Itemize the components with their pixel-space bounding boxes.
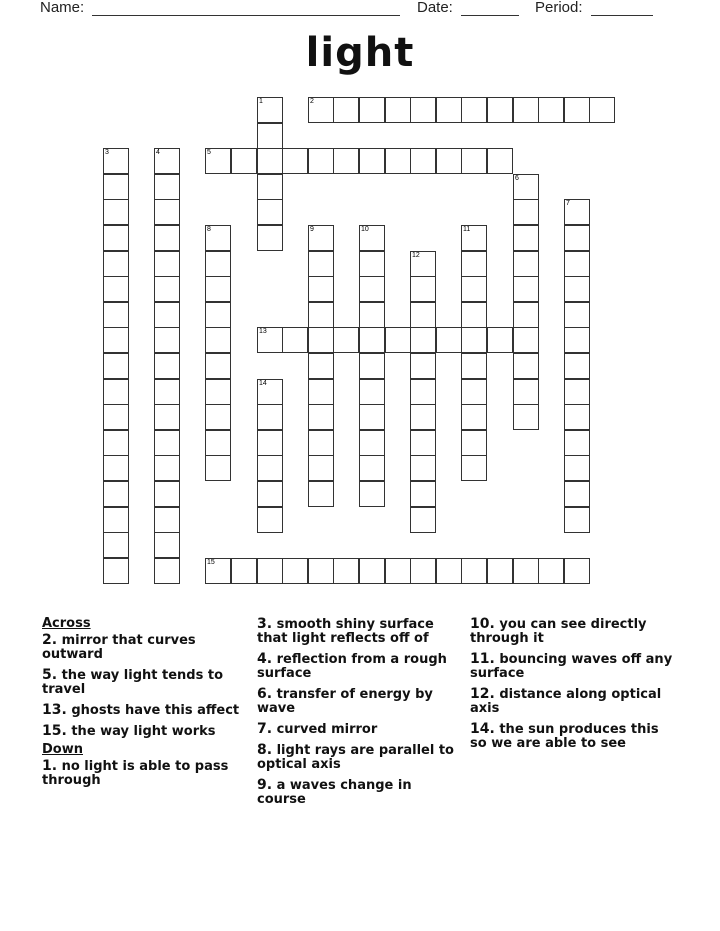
clue-item	[42, 703, 247, 718]
clue-item	[42, 633, 247, 662]
clue-number-label: 4	[156, 149, 160, 156]
grid-cell[interactable]	[103, 455, 129, 481]
grid-cell[interactable]	[103, 558, 129, 584]
clue-text: mirror that curves outward	[42, 633, 196, 662]
grid-cell[interactable]	[308, 404, 334, 430]
period-field	[535, 0, 653, 16]
grid-cell[interactable]	[154, 148, 180, 174]
grid-cell[interactable]	[257, 404, 283, 430]
clues-column-2	[257, 617, 457, 813]
grid-cell[interactable]	[410, 430, 436, 456]
grid-cell[interactable]	[333, 148, 359, 174]
grid-cell[interactable]	[461, 276, 487, 302]
clue-item	[42, 668, 247, 697]
grid-cell[interactable]	[103, 379, 129, 405]
grid-cell[interactable]	[564, 430, 590, 456]
grid-cell[interactable]	[436, 97, 462, 123]
grid-cell[interactable]	[205, 225, 231, 251]
grid-cell[interactable]	[538, 97, 564, 123]
grid-cell[interactable]	[436, 327, 462, 353]
clue-number-label: 14	[259, 380, 267, 387]
grid-cell[interactable]	[308, 379, 334, 405]
grid-cell[interactable]	[513, 174, 539, 200]
grid-cell[interactable]	[589, 97, 615, 123]
clue-number: 1.	[42, 758, 58, 774]
clue-item	[257, 652, 457, 681]
grid-cell[interactable]	[410, 148, 436, 174]
grid-cell[interactable]	[257, 123, 283, 149]
clue-number-label: 9	[310, 226, 314, 233]
grid-cell[interactable]	[282, 327, 308, 353]
clue-number: 13.	[42, 702, 67, 718]
grid-cell[interactable]	[308, 276, 334, 302]
grid-cell[interactable]	[359, 302, 385, 328]
grid-cell[interactable]	[205, 455, 231, 481]
grid-cell[interactable]	[564, 302, 590, 328]
grid-cell[interactable]	[257, 481, 283, 507]
clue-text: ghosts have this affect	[71, 703, 240, 718]
grid-cell[interactable]	[564, 225, 590, 251]
grid-cell[interactable]	[308, 353, 334, 379]
clue-text: reflection from a rough surface	[257, 652, 447, 681]
clue-text: curved mirror	[276, 722, 378, 737]
grid-cell[interactable]	[564, 455, 590, 481]
clue-text: smooth shiny surface that light reflects off of	[257, 617, 434, 646]
clue-number-label: 2	[310, 98, 314, 105]
grid-cell[interactable]	[359, 379, 385, 405]
grid-cell[interactable]	[205, 302, 231, 328]
grid-cell[interactable]	[205, 430, 231, 456]
grid-cell[interactable]	[308, 481, 334, 507]
grid-cell[interactable]	[538, 558, 564, 584]
grid-cell[interactable]	[154, 174, 180, 200]
grid-cell[interactable]	[410, 353, 436, 379]
grid-cell[interactable]	[257, 225, 283, 251]
grid-cell[interactable]	[308, 302, 334, 328]
grid-cell[interactable]	[231, 558, 257, 584]
clue-item	[257, 687, 457, 716]
grid-cell[interactable]	[385, 558, 411, 584]
clue-number-label: 13	[259, 328, 267, 335]
clue-number-label: 10	[361, 226, 369, 233]
clue-number: 4.	[257, 651, 273, 667]
grid-cell[interactable]	[154, 430, 180, 456]
clue-number: 15.	[42, 723, 67, 739]
grid-cell[interactable]	[103, 225, 129, 251]
grid-cell[interactable]	[205, 327, 231, 353]
grid-cell[interactable]	[385, 148, 411, 174]
grid-cell[interactable]	[461, 430, 487, 456]
grid-cell[interactable]	[154, 404, 180, 430]
grid-cell[interactable]	[461, 404, 487, 430]
clue-item	[42, 724, 247, 739]
grid-cell[interactable]	[257, 430, 283, 456]
grid-cell[interactable]	[564, 97, 590, 123]
grid-cell[interactable]	[257, 97, 283, 123]
grid-cell[interactable]	[410, 507, 436, 533]
grid-cell[interactable]	[359, 455, 385, 481]
grid-cell[interactable]	[564, 276, 590, 302]
grid-cell[interactable]	[205, 379, 231, 405]
grid-cell[interactable]	[513, 97, 539, 123]
clues-column-3	[470, 617, 675, 757]
grid-cell[interactable]	[410, 558, 436, 584]
grid-cell[interactable]	[461, 353, 487, 379]
grid-cell[interactable]	[487, 558, 513, 584]
grid-cell[interactable]	[103, 404, 129, 430]
date-blank	[461, 1, 519, 16]
clue-number-label: 6	[515, 175, 519, 182]
clue-item	[42, 759, 247, 788]
clue-number-label: 5	[207, 149, 211, 156]
clue-text: you can see directly through it	[470, 617, 647, 646]
grid-cell[interactable]	[410, 481, 436, 507]
grid-cell[interactable]	[154, 455, 180, 481]
grid-cell[interactable]	[205, 251, 231, 277]
grid-cell[interactable]	[513, 327, 539, 353]
grid-cell[interactable]	[513, 225, 539, 251]
grid-cell[interactable]	[359, 148, 385, 174]
grid-cell[interactable]	[308, 558, 334, 584]
grid-cell[interactable]	[154, 558, 180, 584]
grid-cell[interactable]	[513, 276, 539, 302]
grid-cell[interactable]	[333, 558, 359, 584]
clue-item	[470, 617, 675, 646]
grid-cell[interactable]	[359, 430, 385, 456]
clue-number: 8.	[257, 742, 273, 758]
clue-item	[257, 722, 457, 737]
clue-number-label: 7	[566, 200, 570, 207]
grid-cell[interactable]	[410, 251, 436, 277]
grid-cell[interactable]	[308, 97, 334, 123]
grid-cell[interactable]	[205, 276, 231, 302]
grid-cell[interactable]	[461, 251, 487, 277]
clues-column-1	[42, 617, 247, 794]
clue-number: 14.	[470, 721, 495, 737]
grid-cell[interactable]	[154, 251, 180, 277]
date-label: Date:	[417, 0, 453, 16]
grid-cell[interactable]	[257, 327, 283, 353]
grid-cell[interactable]	[282, 148, 308, 174]
grid-cell[interactable]	[487, 327, 513, 353]
grid-cell[interactable]	[205, 353, 231, 379]
grid-cell[interactable]	[564, 251, 590, 277]
date-field	[417, 0, 519, 16]
grid-cell[interactable]	[461, 327, 487, 353]
grid-cell[interactable]	[308, 455, 334, 481]
grid-cell[interactable]	[461, 148, 487, 174]
grid-cell[interactable]	[103, 430, 129, 456]
grid-cell[interactable]	[564, 404, 590, 430]
grid-cell[interactable]	[513, 404, 539, 430]
grid-cell[interactable]	[359, 97, 385, 123]
grid-cell[interactable]	[359, 251, 385, 277]
clue-number: 7.	[257, 721, 273, 737]
grid-cell[interactable]	[103, 199, 129, 225]
grid-cell[interactable]	[103, 353, 129, 379]
grid-cell[interactable]	[487, 97, 513, 123]
grid-cell[interactable]	[410, 379, 436, 405]
grid-cell[interactable]	[461, 225, 487, 251]
clue-number: 11.	[470, 651, 495, 667]
grid-cell[interactable]	[410, 97, 436, 123]
clue-item	[257, 617, 457, 646]
clue-number: 6.	[257, 686, 273, 702]
across-heading: Across	[42, 616, 91, 631]
grid-cell[interactable]	[205, 558, 231, 584]
grid-cell[interactable]	[103, 507, 129, 533]
grid-cell[interactable]	[410, 455, 436, 481]
clue-number-label: 12	[412, 252, 420, 259]
grid-cell[interactable]	[103, 481, 129, 507]
grid-cell[interactable]	[103, 174, 129, 200]
grid-cell[interactable]	[103, 532, 129, 558]
clue-item	[257, 743, 457, 772]
grid-cell[interactable]	[487, 148, 513, 174]
grid-cell[interactable]	[308, 225, 334, 251]
grid-cell[interactable]	[257, 558, 283, 584]
grid-cell[interactable]	[461, 558, 487, 584]
grid-cell[interactable]	[436, 148, 462, 174]
grid-cell[interactable]	[154, 327, 180, 353]
clue-text: bouncing waves off any surface	[470, 652, 673, 681]
grid-cell[interactable]	[103, 276, 129, 302]
grid-cell[interactable]	[359, 353, 385, 379]
grid-cell[interactable]	[359, 225, 385, 251]
grid-cell[interactable]	[410, 276, 436, 302]
grid-cell[interactable]	[154, 276, 180, 302]
clue-number: 9.	[257, 777, 273, 793]
clue-text: light rays are parallel to optical axis	[257, 743, 454, 772]
grid-cell[interactable]	[308, 430, 334, 456]
grid-cell[interactable]	[282, 558, 308, 584]
grid-cell[interactable]	[564, 379, 590, 405]
grid-cell[interactable]	[257, 455, 283, 481]
grid-cell[interactable]	[564, 199, 590, 225]
grid-cell[interactable]	[154, 507, 180, 533]
grid-cell[interactable]	[461, 455, 487, 481]
clue-item	[470, 687, 675, 716]
grid-cell[interactable]	[461, 302, 487, 328]
clue-text: distance along optical axis	[470, 687, 662, 716]
grid-cell[interactable]	[257, 148, 283, 174]
clue-number: 3.	[257, 616, 273, 632]
grid-cell[interactable]	[385, 327, 411, 353]
grid-cell[interactable]	[308, 251, 334, 277]
down-heading: Down	[42, 742, 83, 757]
clue-item	[257, 778, 457, 807]
clue-text: the sun produces this so we are able to see	[470, 722, 659, 751]
clue-number-label: 15	[207, 559, 215, 566]
grid-cell[interactable]	[103, 148, 129, 174]
grid-cell[interactable]	[564, 558, 590, 584]
grid-cell[interactable]	[154, 302, 180, 328]
clue-item	[470, 652, 675, 681]
clue-number: 5.	[42, 667, 58, 683]
grid-cell[interactable]	[436, 558, 462, 584]
grid-cell[interactable]	[154, 379, 180, 405]
grid-cell[interactable]	[103, 302, 129, 328]
grid-cell[interactable]	[359, 404, 385, 430]
grid-cell[interactable]	[410, 302, 436, 328]
grid-cell[interactable]	[205, 148, 231, 174]
grid-cell[interactable]	[513, 251, 539, 277]
period-blank	[591, 1, 653, 16]
name-field	[40, 0, 400, 16]
grid-cell[interactable]	[564, 507, 590, 533]
clue-item	[470, 722, 675, 751]
grid-cell[interactable]	[257, 199, 283, 225]
grid-cell[interactable]	[564, 481, 590, 507]
grid-cell[interactable]	[359, 481, 385, 507]
grid-cell[interactable]	[103, 251, 129, 277]
grid-cell[interactable]	[513, 302, 539, 328]
grid-cell[interactable]	[257, 507, 283, 533]
grid-cell[interactable]	[308, 327, 334, 353]
clue-text: the way light works	[71, 724, 216, 739]
grid-cell[interactable]	[308, 148, 334, 174]
grid-cell[interactable]	[205, 404, 231, 430]
grid-cell[interactable]	[461, 97, 487, 123]
grid-cell[interactable]	[564, 353, 590, 379]
grid-cell[interactable]	[154, 481, 180, 507]
puzzle-title: light	[305, 30, 415, 76]
grid-cell[interactable]	[410, 404, 436, 430]
clue-text: a waves change in course	[257, 778, 412, 807]
name-label: Name:	[40, 0, 85, 16]
grid-cell[interactable]	[333, 327, 359, 353]
name-blank	[92, 1, 400, 16]
grid-cell[interactable]	[154, 225, 180, 251]
grid-cell[interactable]	[333, 97, 359, 123]
period-label: Period:	[535, 0, 583, 16]
grid-cell[interactable]	[257, 174, 283, 200]
grid-cell[interactable]	[257, 379, 283, 405]
clue-text: transfer of energy by wave	[257, 687, 433, 716]
clue-number: 2.	[42, 632, 58, 648]
clue-text: the way light tends to travel	[42, 668, 224, 697]
grid-cell[interactable]	[410, 327, 436, 353]
grid-cell[interactable]	[154, 532, 180, 558]
grid-cell[interactable]	[513, 353, 539, 379]
clue-number: 12.	[470, 686, 495, 702]
grid-cell[interactable]	[103, 327, 129, 353]
grid-cell[interactable]	[359, 276, 385, 302]
clue-number-label: 8	[207, 226, 211, 233]
grid-cell[interactable]	[513, 558, 539, 584]
grid-cell[interactable]	[231, 148, 257, 174]
clue-number-label: 3	[105, 149, 109, 156]
clue-number-label: 11	[463, 226, 471, 233]
grid-cell[interactable]	[513, 379, 539, 405]
clue-text: no light is able to pass through	[42, 759, 229, 788]
clue-number: 10.	[470, 616, 495, 632]
grid-cell[interactable]	[513, 199, 539, 225]
grid-cell[interactable]	[359, 558, 385, 584]
grid-cell[interactable]	[359, 327, 385, 353]
clue-number-label: 1	[259, 98, 263, 105]
grid-cell[interactable]	[154, 199, 180, 225]
grid-cell[interactable]	[385, 97, 411, 123]
grid-cell[interactable]	[564, 327, 590, 353]
grid-cell[interactable]	[461, 379, 487, 405]
grid-cell[interactable]	[154, 353, 180, 379]
